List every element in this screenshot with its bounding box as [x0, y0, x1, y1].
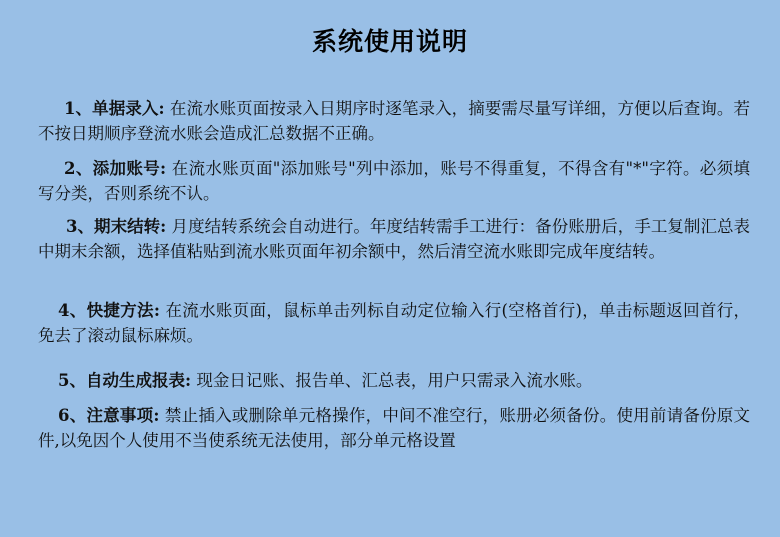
page-title: 系统使用说明 — [311, 27, 468, 56]
item-number: 2、 — [64, 159, 93, 178]
item-heading: 添加账号: — [92, 159, 167, 178]
item-number: 1、 — [64, 99, 93, 118]
instruction-item-shortcuts — [38, 298, 750, 348]
item-body: 在流水账页面，鼠标单击列标自动定位输入行(空格首行)，单击标题返回首行，免去了滚动鼠标麻烦。 — [38, 301, 750, 345]
instruction-item-reports — [38, 368, 750, 393]
item-body: 月度结转系统会自动进行。年度结转需手工进行：备份账册后，手工复制汇总表中期末余额，选择值粘贴到流水账页面年初余额中，然后清空流水账即完成年度结转。 — [38, 217, 751, 261]
item-heading: 快捷方法: — [86, 301, 160, 320]
instruction-item-period-end — [38, 214, 750, 264]
instruction-item-notes — [38, 403, 750, 453]
item-heading: 期末结转: — [94, 217, 167, 236]
item-number: 3、 — [66, 217, 95, 236]
item-number: 6、 — [58, 406, 87, 425]
item-heading: 单据录入: — [92, 99, 165, 118]
item-body: 禁止插入或删除单元格操作，中间不准空行，账册必须备份。使用前请备份原文件,以免因个人使用不当使系统无法使用，部分单元格设置 — [38, 406, 751, 450]
item-number: 4、 — [58, 301, 87, 320]
item-body: 在流水账页面"添加账号"列中添加，账号不得重复，不得含有"*"字符。必须填写分类，否则系统不认。 — [38, 159, 750, 203]
item-heading: 自动生成报表: — [85, 371, 192, 390]
item-body: 在流水账页面按录入日期序时逐笔录入，摘要需尽量写详细，方便以后查询。若不按日期顺序登流水账会造成汇总数据不正确。 — [38, 99, 750, 143]
item-number: 5、 — [58, 371, 86, 390]
instruction-item-add-account — [38, 156, 750, 206]
instruction-item-entry — [38, 96, 750, 146]
item-heading: 注意事项: — [86, 406, 160, 425]
item-body: 现金日记账、报告单、汇总表，用户只需录入流水账。 — [191, 371, 593, 390]
